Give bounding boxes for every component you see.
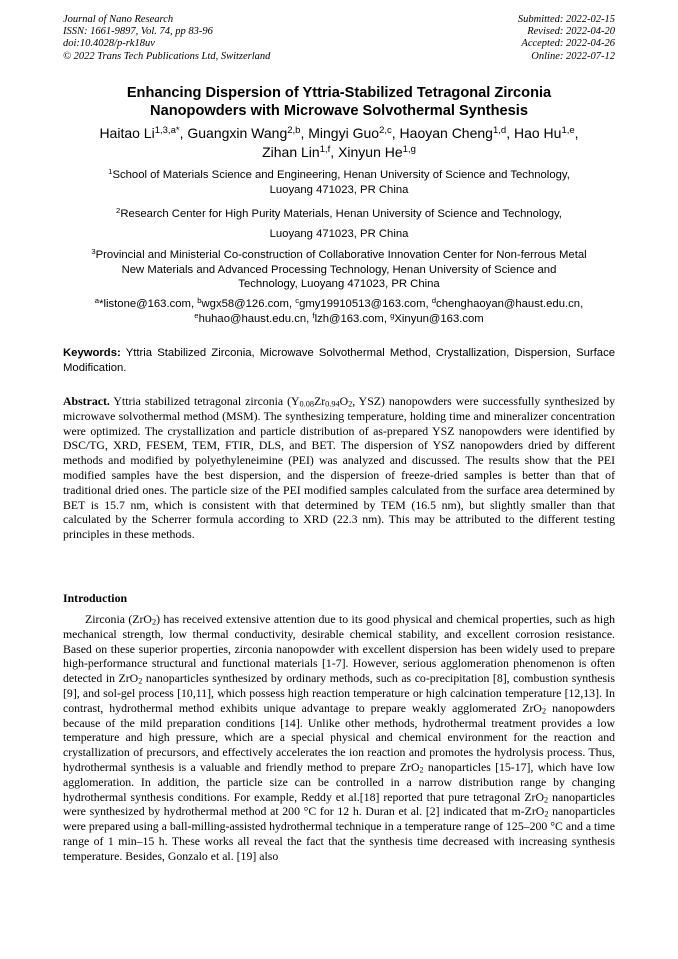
email-link[interactable]: *listone@163.com — [99, 298, 191, 310]
title-line: Enhancing Dispersion of Yttria-Stabilized Tetragonal Zirconia — [126, 85, 552, 101]
abstract: Abstract. Yttria stabilized tetragonal zirconia ($Y_{0.08}Zr_{0.94}O_2$, YSZ) nanopowders were successfully synthesized by microwave solvothermal method (MSM). The synthesizing temperature, holding time and mineralizer concentration were optimized. The crystallization and particle distribution of as-prepared YSZ nanopowders were identified by DSC/TG, XRD, FESEM, TEM, FTIR, DLS, and BET. The dispersion of YSZ nanopowders dried by different methods and modified by polyethyleneimine (PEI) was analyzed and discussed. The results show that the PEI modified samples have the best dispersion, and the dispersion of freeze-dried samples is better than that of traditional dried ones. The particle size of the PEI modified samples calculated from the surface area determined by BET is 15.7 nm, which is consistent with that determined by TEM (16.5 nm), but slightly smaller than that calculated by the Scherrer formula according to XRD (22.3 nm). This may be attributed to the different testing principles in these methods. — [63, 394, 615, 542]
author-superscript: 2,c — [379, 124, 392, 136]
author-name: Haoyan Cheng — [399, 125, 493, 141]
author-name: Guangxin Wang — [187, 125, 288, 141]
author-list — [40, 124, 638, 162]
affiliation-1 — [55, 168, 623, 197]
affiliation-text: School of Materials Science and Engineering, Henan University of Science and Technology, — [112, 169, 570, 181]
email-link[interactable]: huhao@haust.edu.cn — [198, 312, 307, 325]
author-line: Haitao $Li^{1,3,a*}$, Guangxin Wang$^{2,b}$, Mingyi Guo$^{2,c}$, Haoyan Cheng$^{1,d}$, Hao Hu$^{1,e}$, — [99, 124, 579, 141]
publication-dates — [518, 14, 615, 63]
section-heading-introduction: Introduction — [63, 591, 128, 605]
affiliation-text: Luoyang 471023, PR China — [269, 183, 409, 196]
author-line: Zihan Lin$^{1,f}$, Xinyun He$^{1,g}$ — [262, 143, 416, 160]
submitted-date: Submitted: 2022-02-15 — [517, 14, 615, 25]
author-name: Hao Hu — [513, 125, 562, 141]
affiliation-number: 3 — [91, 246, 96, 256]
affiliation-number: 1 — [108, 166, 113, 176]
author-name: Xinyun He — [338, 144, 403, 160]
author-name: Haitao Li — [99, 125, 155, 141]
keywords — [63, 346, 615, 375]
author-superscript: 1,e — [561, 124, 575, 136]
paper-title — [40, 84, 638, 120]
email-link[interactable]: chenghaoyan@haust.edu.cn — [436, 298, 581, 310]
affiliation-text: Technology, Luoyang 471023, PR China — [238, 278, 440, 290]
keywords-text: Yttria Stabilized Zirconia, Microwave Solvothermal Method, Crystallization, Dispersion, Surface Modification. — [63, 347, 616, 374]
affiliation-text: Research Center for High Purity Materials, Henan University of Science and Technology, — [120, 208, 562, 220]
author-superscript: 1,f — [319, 143, 331, 155]
email-link[interactable]: lzh@163.com — [314, 312, 384, 325]
affiliation-text: Provincial and Ministerial Co-construction of Collaborative Innovation Center for Non-ferrous Metal — [95, 249, 587, 261]
author-superscript: 2,b — [287, 124, 301, 136]
copyright: © 2022 Trans Tech Publications Ltd, Switzerland — [63, 50, 271, 62]
author-superscript: 1,3,a* — [154, 124, 180, 136]
accepted-date: Accepted: 2022-04-26 — [521, 38, 615, 50]
email-list: $^a$*listone@163.com, $^b$wgx58@126.com, $^c$gmy19910513@163.com, $^d$chenghaoyan@haust.edu.cn, $^e$huhao@haust.edu.cn, $^f$lzh@163.com, $^g$Xinyun@163.com — [94, 295, 584, 325]
journal-info — [63, 14, 270, 63]
title-line: Nanopowders with Microwave Solvothermal Synthesis — [150, 103, 528, 119]
author-name: Mingyi Guo — [308, 125, 380, 141]
issn: ISSN: 1661-9897, Vol. 74, pp 83-96 — [63, 26, 213, 38]
affiliation-number: 2 — [116, 205, 121, 215]
author-superscript: 1,g — [402, 143, 416, 155]
affiliation-text: Luoyang 471023, PR China — [269, 228, 409, 240]
introduction-paragraph: Zirconia (ZrO$_2$) has received extensive attention due to its good physical and chemical properties, such as high mechanical strength, low thermal conductivity, desirable chemical stability, and excellent corrosion resistance. Based on these superior properties, zirconia nanopowder with excellent dispersion has been widely used to prepare high-performance structural and functional materials [1-7]. However, serious agglomeration phenomenon is often detected in ZrO$_2$ nanoparticles synthesized by ordinary methods, such as co-precipitation [8], combustion synthesis [9], and sol-gel process [10,11], which possess high reaction temperature or high calcination temperature [12,13]. In contrast, hydrothermal method exhibits unique advantage to prepare weakly agglomerated ZrO$_2$ nanopowders because of the mild preparation conditions [14]. Unlike other methods, hydrothermal treatment provides a low temperature and high pressure, which are a special physical and chemical environment for the reaction and crystallization of precursors, and effectively accelerates the ion reaction and promotes the hydrolysis process. Thus, hydrothermal synthesis is a valuable and friendly method to prepare ZrO$_2$ nanoparticles [15-17], which have low agglomeration. In addition, the particle size can be controlled in a narrow distribution range by changing hydrothermal synthesis conditions. For example, Reddy et al.[18] reported that pure tetragonal ZrO$_2$ nanoparticles were synthesized by hydrothermal method at 200 °C for 12 h. Duran et al. [2] indicated that m-ZrO$_2$ nanoparticles were prepared using a ball-milling-assisted hydrothermal technique in a temperature range of 125–200 °C and a time range of 1 min–15 h. These works all reveal the fact that the synthesis time decreased with increasing synthesis temperature. Besides, Gonzalo et al. [19] also — [63, 612, 616, 863]
affiliation-text: New Materials and Advanced Processing Technology, Henan University of Science and — [121, 263, 557, 276]
author-name: Zihan Lin — [262, 144, 320, 160]
email-link[interactable]: wgx58@126.com — [201, 298, 289, 310]
affiliation-3 — [55, 248, 623, 292]
email-link[interactable]: gmy19910513@163.com — [299, 298, 426, 310]
doi: doi:10.4028/p-rk18uv — [63, 38, 155, 50]
journal-name: Journal of Nano Research — [63, 14, 174, 25]
keywords-label: Keywords: — [63, 347, 121, 359]
online-date: Online: 2022-07-12 — [531, 50, 615, 62]
email-link[interactable]: Xinyun@163.com — [394, 312, 484, 325]
revised-date: Revised: 2022-04-20 — [527, 26, 615, 38]
affiliation-2 — [55, 204, 623, 244]
author-superscript: 1,d — [492, 124, 507, 136]
abstract-label: Abstract. — [63, 394, 110, 408]
